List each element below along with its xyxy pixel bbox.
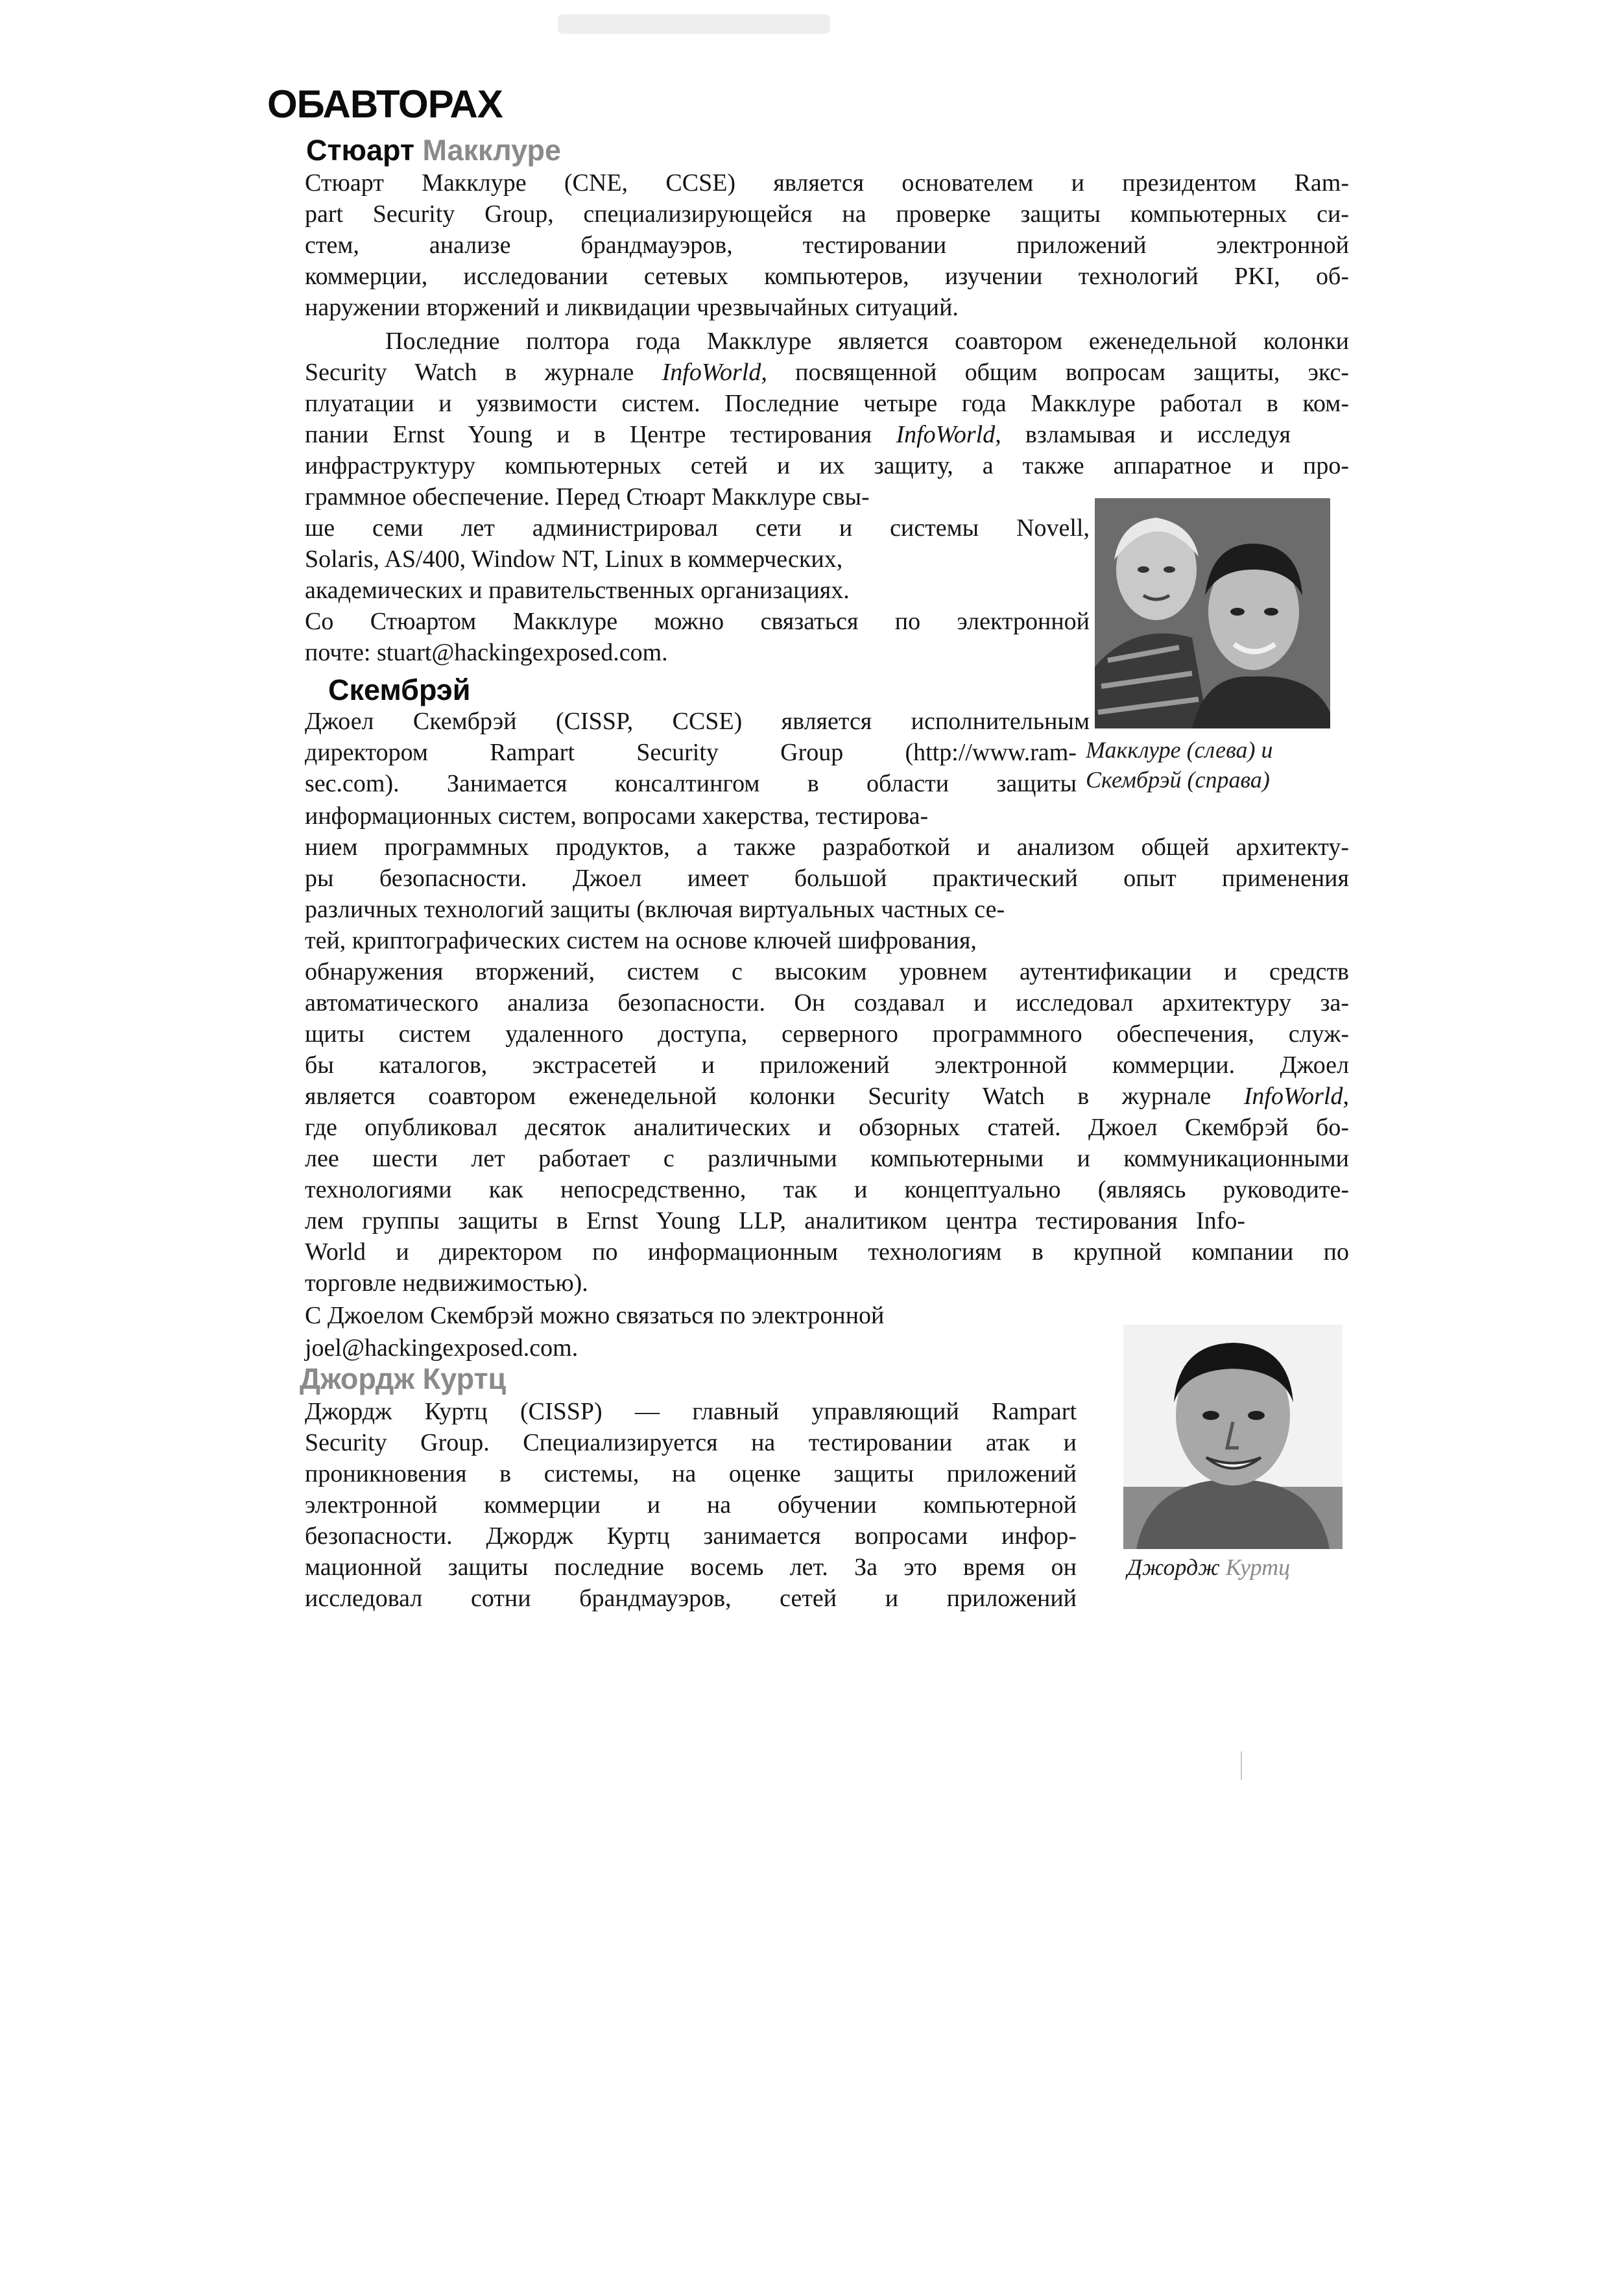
text-line: проникновения в системы, на оценке защиты приложений [305,1460,1077,1487]
photo-caption-line: Скембрэй (справа) [1086,767,1270,793]
text-line: part Security Group, специализирующейся на проверке защиты компьютерных си- [305,200,1349,228]
text-line: наружении вторжений и ликвидации чрезвычайных ситуаций. [305,294,959,321]
text-line: безопасности. Джордж Куртц занимается вопросами инфор- [305,1522,1077,1550]
text-line: где опубликовал десяток аналитических и обзорных статей. Джоел Скембрэй бо- [305,1114,1349,1141]
text-line: технологиями как непосредственно, так и концептуально (являясь руководите- [305,1176,1349,1203]
caption-bold: Джордж [1127,1554,1220,1580]
text-line: тей, криптографических систем на основе ключей шифрования, [305,927,977,954]
photo-kurtz-image [1123,1325,1343,1549]
text-line: щиты систем удаленного доступа, серверного программного обеспечения, служ- [305,1020,1349,1048]
text-line: Джоел Скембрэй (CISSP, CCSE) является исполнительным [305,708,1090,735]
text-line: Стюарт Макклуре (CNE, CCSE) является основателем и президентом Ram- [305,169,1349,197]
text-line: почте: stuart@hackingexposed.com. [305,639,668,666]
text-line: Solaris, AS/400, Window NT, Linux в коммерческих, [305,546,843,573]
text-line: торговле недвижимостью). [305,1269,588,1297]
heading-bold: Стюарт [306,134,414,167]
text-line: пании Ernst Young и в Центре тестирования InfoWorld, взламывая и исследуя [305,421,1291,448]
text-line: академических и правительственных организациях. [305,577,850,604]
heading-light: Макклуре [422,134,562,167]
text-line: инфраструктуру компьютерных сетей и их защиту, а также аппаратное и про- [305,452,1349,479]
text-line: С Джоелом Скембрэй можно связаться по электронной [305,1302,885,1329]
text-line: ше семи лет администрировал сети и системы Novell, [305,514,1090,542]
text-line: лем группы защиты в Ernst Young LLP, аналитиком центра тестирования Info- [305,1207,1245,1234]
text-line: ры безопасности. Джоел имеет большой практический опыт применения [305,865,1349,892]
text-line: граммное обеспечение. Перед Стюарт Макклуре свы- [305,483,870,511]
text-line: Последние полтора года Макклуре является соавтором еженедельной колонки [385,328,1349,355]
author-heading-kurtz [300,1362,506,1396]
text-line: joel@hackingexposed.com. [305,1334,579,1362]
photo-mcclure-scambray-image [1095,498,1330,728]
text-line: электронной коммерции и на обучении компьютерной [305,1491,1077,1519]
text-line: обнаружения вторжений, систем с высоким уровнем аутентификации и средств [305,958,1349,985]
text-line: sec.com). Занимается консалтингом в области защиты [305,770,1077,797]
text-line: Со Стюартом Макклуре можно связаться по электронной [305,608,1090,635]
photo-kurtz [1123,1325,1343,1549]
text-line: World и директором по информационным технологиям в крупной компании по [305,1238,1349,1266]
author-heading-scambray: Скембрэй [328,673,471,706]
text-line: лее шести лет работает с различными компьютерными и коммуникационными [305,1145,1349,1172]
text-line: коммерции, исследовании сетевых компьютеров, изучении технологий PKI, об- [305,263,1349,290]
text-line: плуатации и уязвимости систем. Последние четыре года Макклуре работал в ком- [305,390,1349,417]
photo-caption-line: Макклуре (слева) и [1086,737,1273,763]
text-line: автоматического анализа безопасности. Он создавал и исследовал архитектуру за- [305,989,1349,1016]
text-line: бы каталогов, экстрасетей и приложений электронной коммерции. Джоел [305,1052,1349,1079]
text-line: различных технологий защиты (включая виртуальных частных се- [305,896,1005,923]
text-line: нием программных продуктов, а также разработкой и анализом общей архитекту- [305,834,1349,861]
text-line: является соавтором еженедельной колонки Security Watch в журнале InfoWorld, [305,1083,1349,1110]
text-line: информационных систем, вопросами хакерства, тестирова- [305,802,929,830]
text-line: директором Rampart Security Group (http://www.ram- [305,739,1077,766]
photo-caption-kurtz [1127,1553,1290,1582]
heading-light: Джордж Куртц [300,1362,507,1395]
scan-smudge [558,14,830,34]
text-line: исследовал сотни брандмауэров, сетей и приложений [305,1585,1077,1612]
caption-light: Куртц [1225,1554,1291,1580]
text-line: Джордж Куртц (CISSP) — главный управляющий Rampart [305,1398,1077,1425]
author-heading-mcclure [306,134,561,167]
text-line: Security Group. Специализируется на тестировании атак и [305,1429,1077,1456]
text-line: стем, анализе брандмауэров, тестировании приложений электронной [305,232,1349,259]
scan-mark [1241,1751,1242,1780]
text-line: Security Watch в журнале InfoWorld, посвященной общим вопросам защиты, экс- [305,359,1349,386]
photo-mcclure-scambray [1095,498,1330,728]
text-line: мационной защиты последние восемь лет. За это время он [305,1554,1077,1581]
page-title: ОБАВТОРАХ [267,82,503,126]
